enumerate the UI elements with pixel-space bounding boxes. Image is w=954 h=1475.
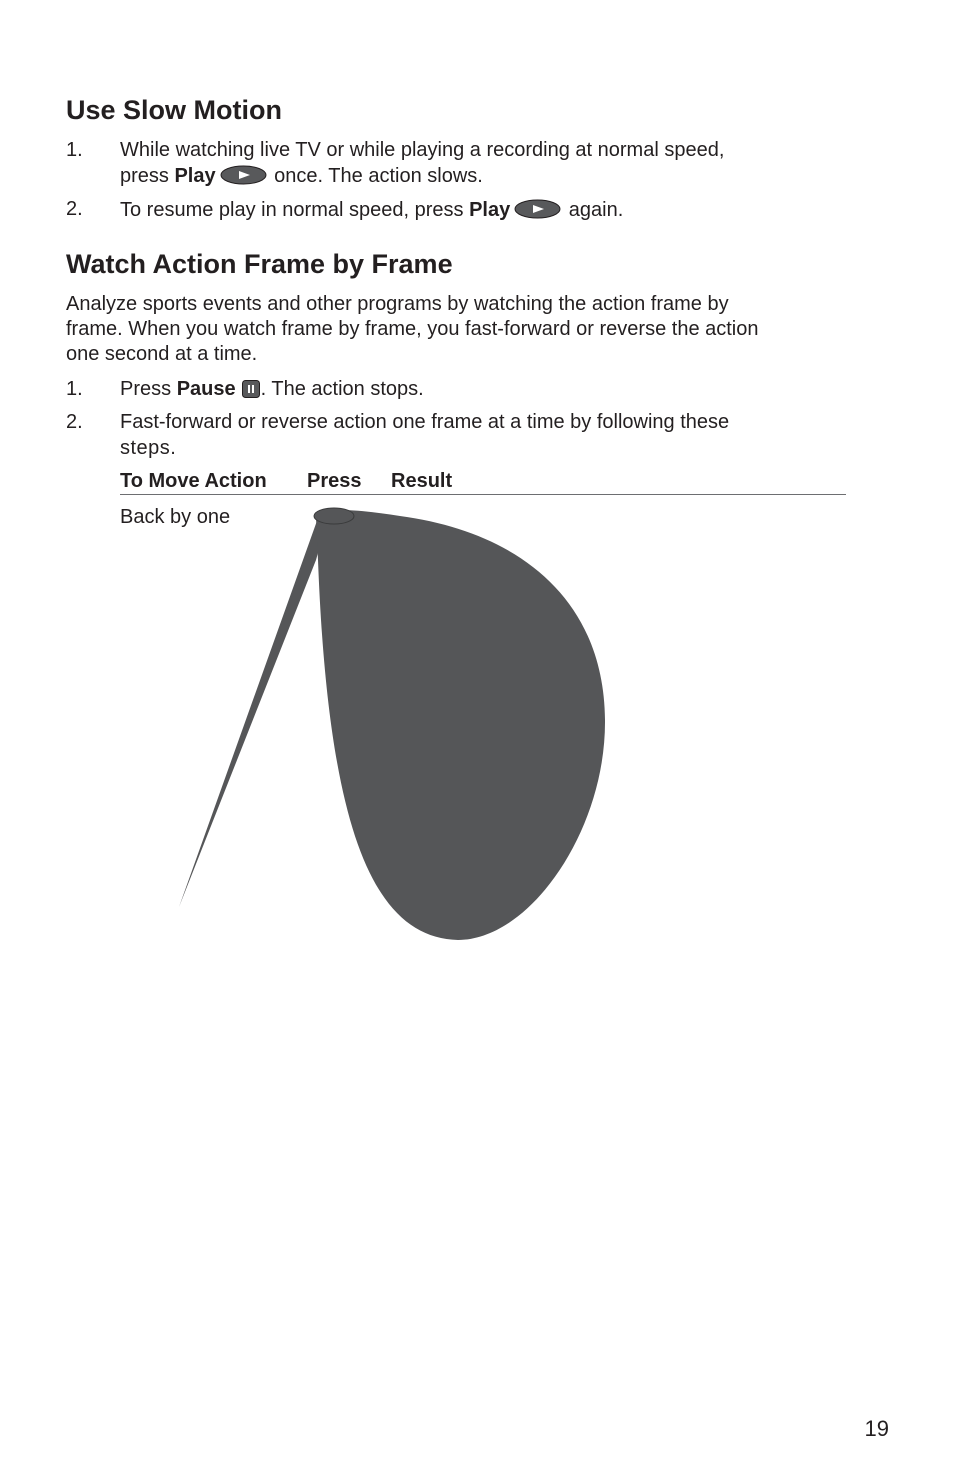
blob-teardrop: [316, 510, 605, 940]
step-number: 2.: [66, 411, 83, 433]
step-text: While watching live TV or while playing a recording at normal speed,: [120, 139, 725, 161]
page-number: 19: [864, 1416, 889, 1441]
step-number: 2.: [66, 198, 83, 220]
step-text: Fast-forward or reverse action one frame at a time by following these: [120, 411, 730, 433]
play-label: Play: [174, 165, 216, 187]
blob-tip: [314, 508, 354, 524]
intro-line: frame. When you watch frame by frame, you fast-forward or reverse the action: [66, 318, 759, 340]
intro-line: Analyze sports events and other programs by watching the action frame by: [66, 293, 729, 315]
step-number: 1.: [66, 139, 83, 161]
step-text: press Play once. The action slows.: [120, 165, 483, 187]
step-text: Press Pause . The action stops.: [120, 378, 424, 400]
step-text: steps.: [120, 437, 177, 459]
intro-line: one second at a time.: [66, 343, 258, 365]
table-cell-action: Back by one: [120, 506, 231, 528]
heading-slow-motion: Use Slow Motion: [66, 95, 282, 125]
step-text: To resume play in normal speed, press Play again.: [120, 199, 624, 221]
table-header-action: To Move Action: [120, 470, 267, 492]
table-header-press: Press: [307, 470, 362, 492]
table-header-result: Result: [391, 470, 453, 492]
step-number: 1.: [66, 378, 83, 400]
play-label: Play: [469, 199, 511, 221]
blob-spike: [179, 518, 326, 907]
heading-frame-by-frame: Watch Action Frame by Frame: [66, 249, 453, 279]
pause-label: Pause: [176, 378, 236, 400]
